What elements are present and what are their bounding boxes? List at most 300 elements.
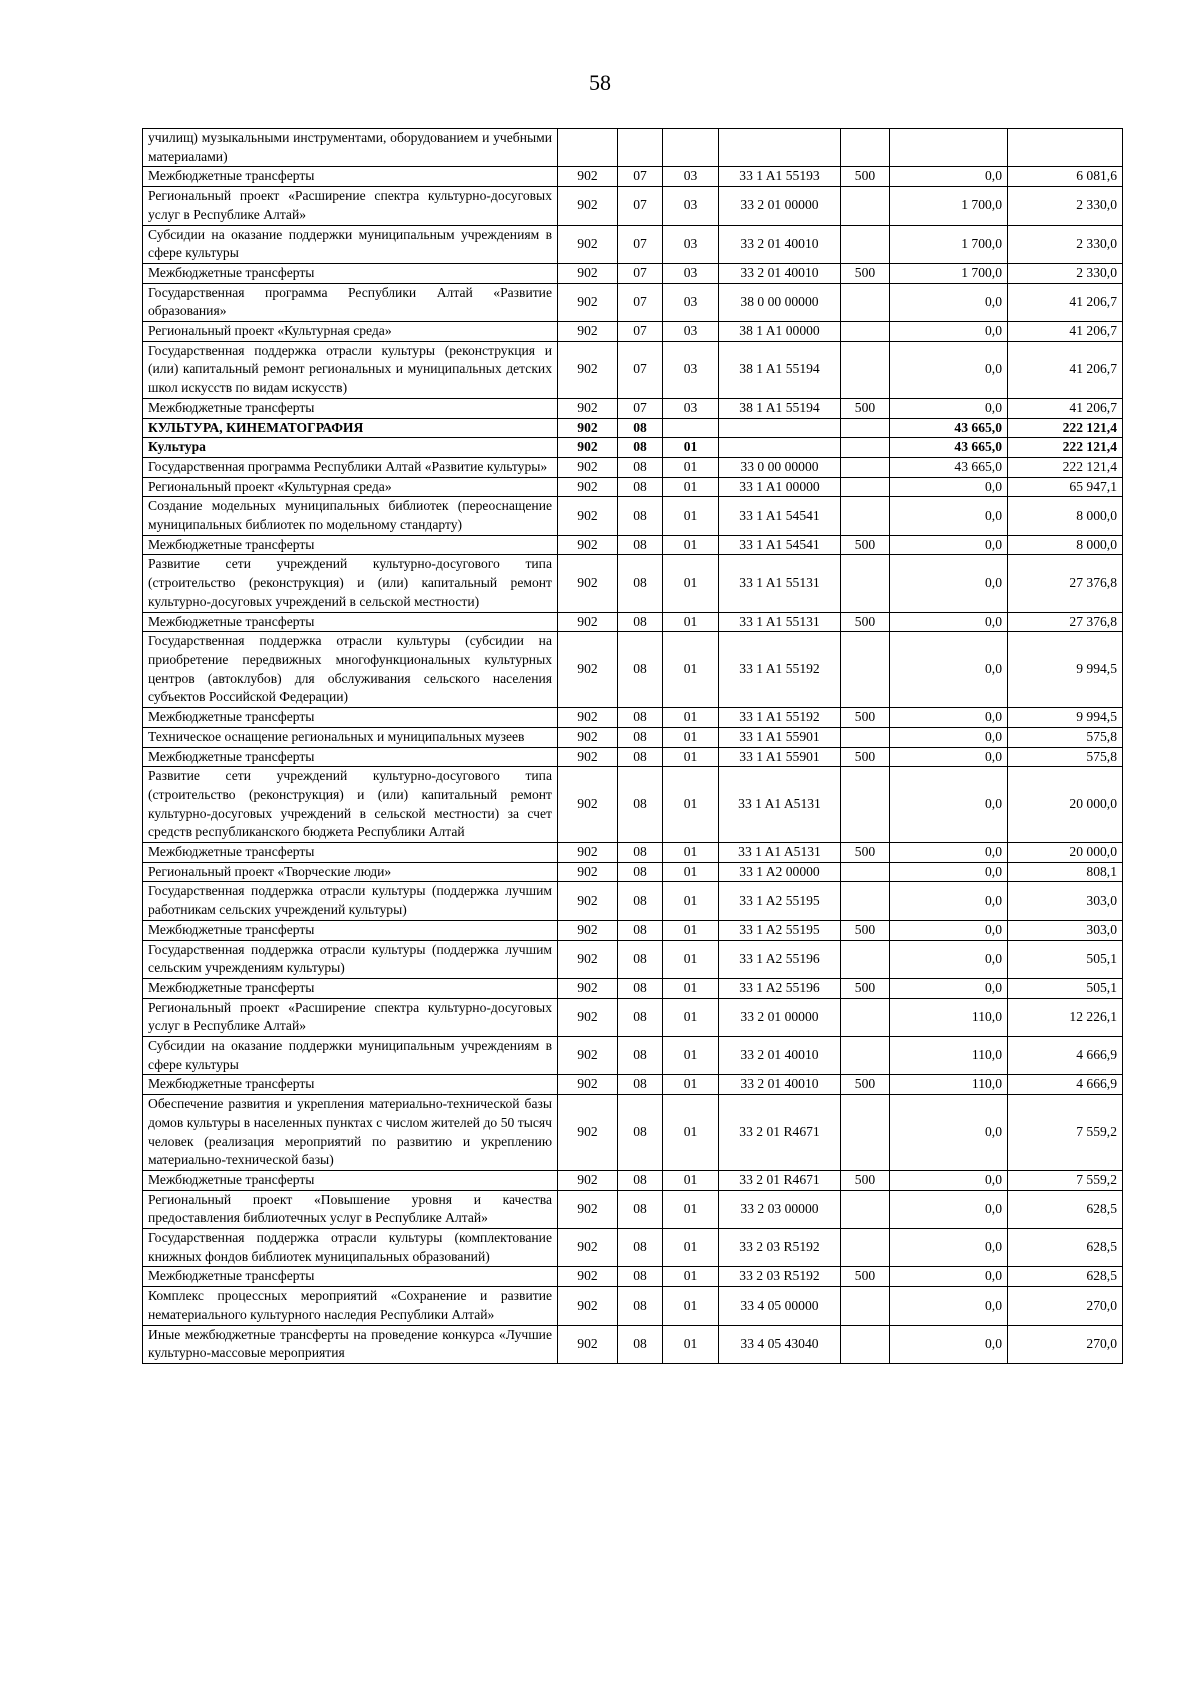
table-row [143,283,1123,321]
row-target-article: 33 2 03 R5192 [719,1267,841,1287]
row-admin-code: 902 [558,398,618,418]
row-expense-type: 500 [841,1170,890,1190]
row-expense-type [841,457,890,477]
row-admin-code: 902 [558,998,618,1036]
row-subsection-code: 03 [663,322,719,342]
row-amount-1: 43 665,0 [890,438,1008,458]
row-target-article: 33 2 01 00000 [719,998,841,1036]
row-expense-type: 500 [841,535,890,555]
row-section-code: 08 [618,1190,663,1228]
row-section-code: 08 [618,438,663,458]
row-name: Региональный проект «Культурная среда» [143,477,558,497]
row-section-code: 07 [618,322,663,342]
row-name: Обеспечение развития и укрепления материально-технической базы домов культуры в населенных пунктах с числом жителей до 50 тысяч человек (реализация мероприятий по развитию и укреплению материально-технической базы) [143,1095,558,1171]
row-subsection-code: 01 [663,708,719,728]
row-amount-1: 0,0 [890,1267,1008,1287]
row-amount-1: 0,0 [890,1190,1008,1228]
row-section-code: 08 [618,477,663,497]
table-row [143,862,1123,882]
row-target-article: 33 1 A1 55901 [719,747,841,767]
row-amount-1: 0,0 [890,1229,1008,1267]
row-subsection-code: 01 [663,555,719,612]
row-target-article: 33 1 A2 55195 [719,920,841,940]
row-expense-type [841,418,890,438]
row-subsection-code: 01 [663,978,719,998]
row-amount-1: 0,0 [890,843,1008,863]
row-name: Межбюджетные трансферты [143,920,558,940]
row-amount-1: 0,0 [890,477,1008,497]
row-target-article: 38 1 A1 55194 [719,398,841,418]
row-section-code: 07 [618,167,663,187]
row-name: Межбюджетные трансферты [143,747,558,767]
row-subsection-code: 01 [663,1095,719,1171]
row-section-code: 08 [618,1325,663,1363]
row-admin-code: 902 [558,632,618,708]
row-admin-code: 902 [558,1095,618,1171]
row-subsection-code: 01 [663,747,719,767]
row-subsection-code [663,418,719,438]
row-admin-code: 902 [558,1229,618,1267]
row-subsection-code: 03 [663,398,719,418]
row-admin-code: 902 [558,1325,618,1363]
row-amount-1: 0,0 [890,1325,1008,1363]
row-target-article: 33 1 A1 A5131 [719,843,841,863]
row-subsection-code: 01 [663,862,719,882]
row-amount-2: 222 121,4 [1008,418,1123,438]
row-section-code: 07 [618,187,663,225]
row-amount-2: 4 666,9 [1008,1037,1123,1075]
row-name: Межбюджетные трансферты [143,1267,558,1287]
row-amount-1: 0,0 [890,535,1008,555]
row-target-article [719,438,841,458]
table-row [143,438,1123,458]
row-section-code: 07 [618,225,663,263]
row-name: Культура [143,438,558,458]
row-name: Субсидии на оказание поддержки муниципальным учреждениям в сфере культуры [143,1037,558,1075]
row-admin-code: 902 [558,978,618,998]
row-name: Региональный проект «Творческие люди» [143,862,558,882]
row-admin-code: 902 [558,418,618,438]
row-section-code: 08 [618,882,663,920]
table-row [143,920,1123,940]
row-admin-code: 902 [558,187,618,225]
row-name: Иные межбюджетные трансферты на проведение конкурса «Лучшие культурно-массовые мероприятия [143,1325,558,1363]
row-expense-type [841,998,890,1036]
row-name: Межбюджетные трансферты [143,612,558,632]
row-amount-1: 0,0 [890,167,1008,187]
row-admin-code: 902 [558,920,618,940]
table-row [143,1170,1123,1190]
row-amount-2: 65 947,1 [1008,477,1123,497]
row-admin-code: 902 [558,1037,618,1075]
row-amount-2: 9 994,5 [1008,632,1123,708]
table-row [143,632,1123,708]
row-amount-2 [1008,129,1123,167]
row-name: Региональный проект «Расширение спектра культурно-досуговых услуг в Республике Алтай» [143,187,558,225]
row-expense-type [841,882,890,920]
row-expense-type [841,341,890,398]
row-target-article [719,418,841,438]
row-amount-2: 575,8 [1008,727,1123,747]
row-subsection-code: 01 [663,1037,719,1075]
row-admin-code: 902 [558,457,618,477]
row-amount-1: 0,0 [890,1170,1008,1190]
row-expense-type: 500 [841,747,890,767]
row-expense-type [841,1190,890,1228]
row-expense-type: 500 [841,843,890,863]
row-expense-type [841,497,890,535]
row-section-code: 08 [618,418,663,438]
table-row [143,555,1123,612]
row-target-article: 33 1 A1 55131 [719,555,841,612]
row-target-article: 33 1 A1 A5131 [719,767,841,843]
row-subsection-code: 01 [663,1287,719,1325]
row-amount-1: 0,0 [890,497,1008,535]
row-name: КУЛЬТУРА, КИНЕМАТОГРАФИЯ [143,418,558,438]
row-subsection-code: 01 [663,632,719,708]
row-amount-1 [890,129,1008,167]
row-expense-type [841,1037,890,1075]
row-target-article: 33 2 01 R4671 [719,1170,841,1190]
table-row [143,767,1123,843]
row-section-code: 08 [618,632,663,708]
row-admin-code: 902 [558,497,618,535]
row-section-code: 08 [618,535,663,555]
row-expense-type [841,727,890,747]
row-amount-1: 1 700,0 [890,263,1008,283]
row-target-article: 33 1 A1 55193 [719,167,841,187]
row-admin-code: 902 [558,438,618,458]
row-amount-2: 41 206,7 [1008,341,1123,398]
row-expense-type [841,187,890,225]
row-name: Развитие сети учреждений культурно-досугового типа (строительство (реконструкция) и (или) капитальный ремонт культурно-досуговых учреждений в сельской местности) за счет средств республиканского бюджета Республики Алтай [143,767,558,843]
row-amount-2: 2 330,0 [1008,263,1123,283]
row-section-code: 08 [618,497,663,535]
row-subsection-code: 01 [663,940,719,978]
row-subsection-code: 01 [663,1325,719,1363]
row-section-code: 08 [618,747,663,767]
row-subsection-code: 01 [663,882,719,920]
row-amount-2: 303,0 [1008,920,1123,940]
row-amount-1: 1 700,0 [890,187,1008,225]
row-amount-2: 7 559,2 [1008,1170,1123,1190]
row-target-article: 33 2 01 00000 [719,187,841,225]
row-amount-2: 505,1 [1008,978,1123,998]
row-section-code: 08 [618,767,663,843]
row-name: Региональный проект «Повышение уровня и качества предоставления библиотечных услуг в Республике Алтай» [143,1190,558,1228]
row-section-code: 07 [618,283,663,321]
row-admin-code: 902 [558,1075,618,1095]
table-row [143,1190,1123,1228]
table-row [143,457,1123,477]
row-name: Государственная поддержка отрасли культуры (субсидии на приобретение передвижных многофункциональных культурных центров (автоклубов) для обслуживания сельского населения субъектов Российской Федерации) [143,632,558,708]
row-subsection-code: 01 [663,920,719,940]
table-row [143,129,1123,167]
row-admin-code: 902 [558,283,618,321]
row-admin-code: 902 [558,322,618,342]
table-row [143,747,1123,767]
row-section-code: 08 [618,920,663,940]
row-amount-2: 41 206,7 [1008,322,1123,342]
row-amount-1: 0,0 [890,920,1008,940]
table-row [143,263,1123,283]
row-amount-2: 8 000,0 [1008,497,1123,535]
row-target-article: 33 4 05 43040 [719,1325,841,1363]
row-expense-type [841,767,890,843]
row-amount-1: 0,0 [890,978,1008,998]
row-subsection-code [663,129,719,167]
row-amount-1: 43 665,0 [890,457,1008,477]
row-target-article: 33 2 01 40010 [719,1075,841,1095]
table-row [143,940,1123,978]
row-expense-type [841,1325,890,1363]
row-amount-2: 41 206,7 [1008,398,1123,418]
row-expense-type: 500 [841,398,890,418]
row-admin-code: 902 [558,555,618,612]
row-target-article: 33 1 A2 55196 [719,978,841,998]
row-expense-type [841,225,890,263]
row-name: Государственная поддержка отрасли культуры (реконструкция и (или) капитальный ремонт региональных и муниципальных детских школ искусств по видам искусств) [143,341,558,398]
row-target-article: 38 1 A1 55194 [719,341,841,398]
row-amount-2: 20 000,0 [1008,767,1123,843]
row-name: Развитие сети учреждений культурно-досугового типа (строительство (реконструкция) и (или) капитальный ремонт культурно-досуговых учреждений в сельской местности) [143,555,558,612]
row-name: Межбюджетные трансферты [143,1170,558,1190]
row-admin-code: 902 [558,1287,618,1325]
row-amount-1: 0,0 [890,555,1008,612]
row-amount-1: 0,0 [890,1095,1008,1171]
row-admin-code: 902 [558,747,618,767]
row-admin-code: 902 [558,535,618,555]
row-amount-2: 20 000,0 [1008,843,1123,863]
row-amount-1: 0,0 [890,767,1008,843]
row-subsection-code: 01 [663,727,719,747]
table-row [143,1229,1123,1267]
table-row [143,477,1123,497]
row-amount-1: 0,0 [890,283,1008,321]
row-expense-type: 500 [841,978,890,998]
row-section-code: 08 [618,1095,663,1171]
row-subsection-code: 01 [663,612,719,632]
table-row [143,1075,1123,1095]
row-section-code: 08 [618,457,663,477]
row-amount-2: 270,0 [1008,1325,1123,1363]
budget-table-body [143,129,1123,1364]
row-amount-2: 222 121,4 [1008,438,1123,458]
row-name: Региональный проект «Расширение спектра культурно-досуговых услуг в Республике Алтай» [143,998,558,1036]
row-amount-2: 303,0 [1008,882,1123,920]
row-expense-type [841,940,890,978]
row-subsection-code: 01 [663,767,719,843]
row-amount-1: 0,0 [890,341,1008,398]
row-admin-code: 902 [558,263,618,283]
row-expense-type [841,322,890,342]
row-admin-code: 902 [558,225,618,263]
row-subsection-code: 01 [663,477,719,497]
row-admin-code: 902 [558,341,618,398]
row-amount-1: 0,0 [890,322,1008,342]
row-section-code: 07 [618,341,663,398]
row-expense-type [841,129,890,167]
row-expense-type: 500 [841,263,890,283]
row-target-article: 33 1 A1 54541 [719,497,841,535]
row-admin-code: 902 [558,1267,618,1287]
row-amount-2: 4 666,9 [1008,1075,1123,1095]
row-amount-2: 9 994,5 [1008,708,1123,728]
row-expense-type: 500 [841,920,890,940]
row-admin-code: 902 [558,862,618,882]
row-section-code: 08 [618,612,663,632]
row-amount-2: 6 081,6 [1008,167,1123,187]
row-amount-1: 0,0 [890,747,1008,767]
row-amount-1: 110,0 [890,1037,1008,1075]
row-expense-type [841,862,890,882]
row-admin-code: 902 [558,767,618,843]
row-amount-2: 222 121,4 [1008,457,1123,477]
row-name: Межбюджетные трансферты [143,398,558,418]
row-subsection-code: 03 [663,283,719,321]
page-number: 58 [589,70,611,95]
row-amount-1: 0,0 [890,882,1008,920]
row-admin-code: 902 [558,1170,618,1190]
row-amount-2: 628,5 [1008,1267,1123,1287]
row-target-article [719,129,841,167]
row-amount-1: 43 665,0 [890,418,1008,438]
row-amount-2: 505,1 [1008,940,1123,978]
row-subsection-code: 01 [663,1229,719,1267]
row-subsection-code: 03 [663,167,719,187]
row-subsection-code: 01 [663,843,719,863]
row-expense-type: 500 [841,1267,890,1287]
row-section-code: 08 [618,940,663,978]
row-subsection-code: 01 [663,1075,719,1095]
table-row [143,1037,1123,1075]
table-row [143,398,1123,418]
row-section-code: 08 [618,727,663,747]
row-section-code: 07 [618,398,663,418]
row-name: Межбюджетные трансферты [143,1075,558,1095]
row-name: Межбюджетные трансферты [143,708,558,728]
row-name: Межбюджетные трансферты [143,535,558,555]
row-section-code: 08 [618,1267,663,1287]
row-name: Региональный проект «Культурная среда» [143,322,558,342]
row-target-article: 33 1 A1 55192 [719,632,841,708]
row-expense-type: 500 [841,612,890,632]
row-subsection-code: 01 [663,535,719,555]
table-row [143,882,1123,920]
row-section-code: 08 [618,998,663,1036]
row-amount-2: 808,1 [1008,862,1123,882]
row-admin-code: 902 [558,843,618,863]
row-amount-1: 110,0 [890,1075,1008,1095]
row-expense-type [841,283,890,321]
row-name: Техническое оснащение региональных и муниципальных музеев [143,727,558,747]
row-amount-2: 270,0 [1008,1287,1123,1325]
row-section-code: 08 [618,1170,663,1190]
row-expense-type [841,1095,890,1171]
row-name: Межбюджетные трансферты [143,167,558,187]
row-expense-type [841,632,890,708]
row-section-code: 08 [618,1229,663,1267]
row-amount-2: 41 206,7 [1008,283,1123,321]
row-section-code [618,129,663,167]
row-target-article: 33 1 A2 55196 [719,940,841,978]
row-subsection-code: 01 [663,1190,719,1228]
row-subsection-code: 01 [663,457,719,477]
row-section-code: 08 [618,1075,663,1095]
row-amount-2: 575,8 [1008,747,1123,767]
row-amount-1: 0,0 [890,727,1008,747]
row-target-article: 38 1 A1 00000 [719,322,841,342]
row-target-article: 38 0 00 00000 [719,283,841,321]
row-target-article: 33 2 01 40010 [719,263,841,283]
row-subsection-code: 01 [663,1170,719,1190]
row-target-article: 33 2 01 40010 [719,1037,841,1075]
row-admin-code: 902 [558,882,618,920]
row-name: Субсидии на оказание поддержки муниципальным учреждениям в сфере культуры [143,225,558,263]
row-target-article: 33 0 00 00000 [719,457,841,477]
row-section-code: 08 [618,1287,663,1325]
row-amount-1: 0,0 [890,612,1008,632]
row-admin-code: 902 [558,477,618,497]
row-admin-code: 902 [558,727,618,747]
row-target-article: 33 2 01 40010 [719,225,841,263]
row-expense-type [841,438,890,458]
row-amount-2: 27 376,8 [1008,612,1123,632]
row-section-code: 08 [618,862,663,882]
row-name: Межбюджетные трансферты [143,263,558,283]
table-row [143,322,1123,342]
row-target-article: 33 1 A1 55131 [719,612,841,632]
row-admin-code: 902 [558,612,618,632]
row-amount-1: 0,0 [890,862,1008,882]
row-name: Государственная поддержка отрасли культуры (поддержка лучшим сельским учреждениям культуры) [143,940,558,978]
row-section-code: 08 [618,708,663,728]
table-row [143,1095,1123,1171]
table-row [143,843,1123,863]
budget-table [142,128,1123,1364]
row-amount-2: 2 330,0 [1008,225,1123,263]
row-subsection-code: 01 [663,497,719,535]
row-target-article: 33 1 A1 55901 [719,727,841,747]
table-row [143,1325,1123,1363]
row-section-code: 08 [618,1037,663,1075]
table-row [143,167,1123,187]
table-row [143,708,1123,728]
row-admin-code: 902 [558,167,618,187]
row-amount-2: 7 559,2 [1008,1095,1123,1171]
row-subsection-code: 03 [663,187,719,225]
row-target-article: 33 1 A1 00000 [719,477,841,497]
row-expense-type: 500 [841,708,890,728]
table-row [143,612,1123,632]
row-name: Комплекс процессных мероприятий «Сохранение и развитие нематериального культурного наследия Республики Алтай» [143,1287,558,1325]
row-amount-2: 2 330,0 [1008,187,1123,225]
row-amount-1: 0,0 [890,1287,1008,1325]
row-amount-1: 0,0 [890,940,1008,978]
row-target-article: 33 1 A2 00000 [719,862,841,882]
row-name: Межбюджетные трансферты [143,978,558,998]
row-amount-1: 0,0 [890,708,1008,728]
row-expense-type [841,1287,890,1325]
row-amount-1: 1 700,0 [890,225,1008,263]
row-amount-2: 12 226,1 [1008,998,1123,1036]
row-section-code: 08 [618,843,663,863]
row-name: Государственная программа Республики Алтай «Развитие культуры» [143,457,558,477]
row-expense-type: 500 [841,1075,890,1095]
row-amount-2: 8 000,0 [1008,535,1123,555]
row-admin-code: 902 [558,940,618,978]
row-section-code: 08 [618,978,663,998]
